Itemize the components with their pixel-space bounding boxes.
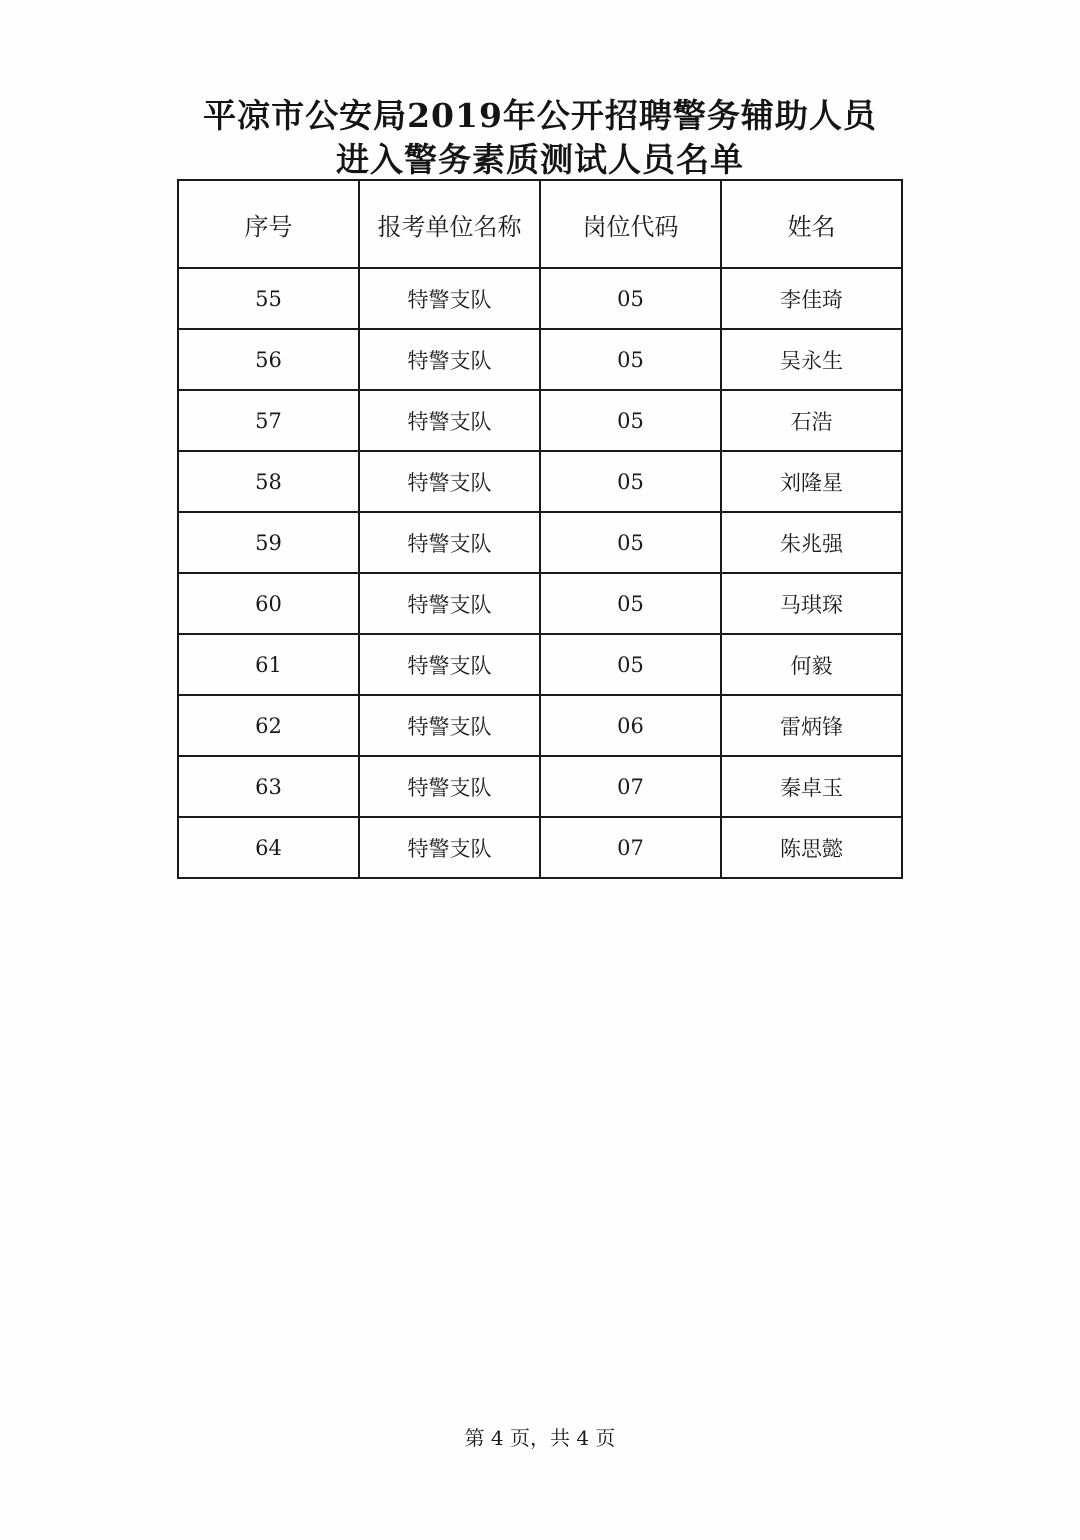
- cell-serial-number: 58: [178, 451, 359, 512]
- cell-name: 刘隆星: [721, 451, 902, 512]
- cell-position-code: 05: [540, 329, 721, 390]
- cell-unit-name: 特警支队: [359, 512, 540, 573]
- cell-serial-number: 62: [178, 695, 359, 756]
- table-row: [178, 329, 902, 390]
- cell-unit-name: 特警支队: [359, 695, 540, 756]
- cell-position-code: 05: [540, 634, 721, 695]
- header-serial-number: 序号: [178, 180, 359, 268]
- cell-unit-name: 特警支队: [359, 817, 540, 878]
- cell-serial-number: 59: [178, 512, 359, 573]
- table-row: [178, 634, 902, 695]
- header-unit-name: 报考单位名称: [359, 180, 540, 268]
- cell-serial-number: 57: [178, 390, 359, 451]
- table-row: [178, 756, 902, 817]
- cell-position-code: 05: [540, 390, 721, 451]
- cell-name: 陈思懿: [721, 817, 902, 878]
- table-row: [178, 573, 902, 634]
- page-number: 第 4 页，共 4 页: [464, 1426, 616, 1450]
- cell-name: 石浩: [721, 390, 902, 451]
- table-row: [178, 817, 902, 878]
- document-title-line-2: 进入警务素质测试人员名单: [336, 140, 744, 179]
- cell-serial-number: 55: [178, 268, 359, 329]
- cell-unit-name: 特警支队: [359, 573, 540, 634]
- table-body: [178, 268, 902, 878]
- header-name: 姓名: [721, 180, 902, 268]
- cell-unit-name: 特警支队: [359, 329, 540, 390]
- cell-unit-name: 特警支队: [359, 756, 540, 817]
- cell-name: 朱兆强: [721, 512, 902, 573]
- table-row: [178, 512, 902, 573]
- cell-unit-name: 特警支队: [359, 390, 540, 451]
- cell-serial-number: 63: [178, 756, 359, 817]
- cell-name: 马琪琛: [721, 573, 902, 634]
- cell-serial-number: 60: [178, 573, 359, 634]
- cell-unit-name: 特警支队: [359, 268, 540, 329]
- header-position-code: 岗位代码: [540, 180, 721, 268]
- table-row: [178, 451, 902, 512]
- table-header-row: [178, 180, 902, 268]
- cell-name: 雷炳锋: [721, 695, 902, 756]
- cell-position-code: 05: [540, 573, 721, 634]
- cell-unit-name: 特警支队: [359, 451, 540, 512]
- cell-unit-name: 特警支队: [359, 634, 540, 695]
- table-row: [178, 268, 902, 329]
- cell-serial-number: 64: [178, 817, 359, 878]
- cell-position-code: 05: [540, 512, 721, 573]
- table-row: [178, 695, 902, 756]
- cell-position-code: 07: [540, 817, 721, 878]
- cell-position-code: 05: [540, 268, 721, 329]
- cell-name: 李佳琦: [721, 268, 902, 329]
- cell-position-code: 07: [540, 756, 721, 817]
- cell-position-code: 05: [540, 451, 721, 512]
- cell-position-code: 06: [540, 695, 721, 756]
- cell-name: 秦卓玉: [721, 756, 902, 817]
- candidate-list-table: [177, 179, 903, 879]
- cell-name: 何毅: [721, 634, 902, 695]
- table-row: [178, 390, 902, 451]
- cell-serial-number: 56: [178, 329, 359, 390]
- cell-serial-number: 61: [178, 634, 359, 695]
- cell-name: 吴永生: [721, 329, 902, 390]
- document-title-line-1: 平凉市公安局2019年公开招聘警务辅助人员: [203, 96, 877, 135]
